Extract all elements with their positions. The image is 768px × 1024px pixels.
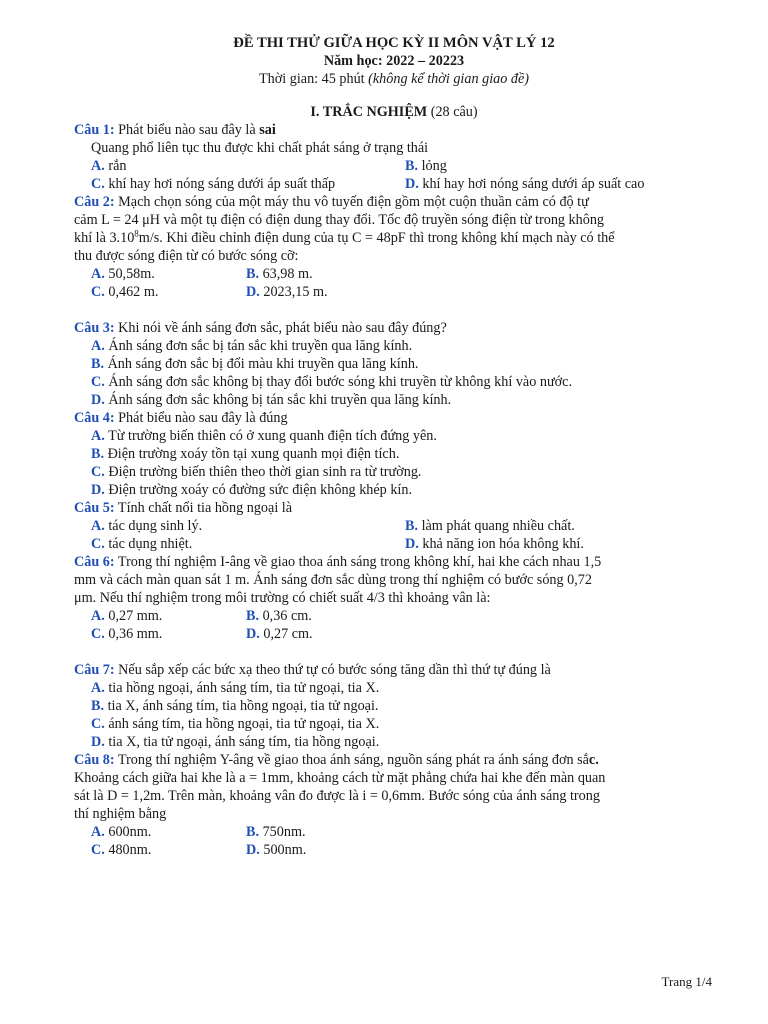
question-8-options-row-1 bbox=[74, 823, 714, 841]
question-5-options-row-2 bbox=[74, 535, 714, 553]
option-c: C. 480nm. bbox=[91, 842, 152, 858]
question-6-options-row-2 bbox=[74, 625, 714, 643]
option-a: A. Từ trường biến thiên có ở xung quanh điện tích đứng yên. bbox=[91, 428, 437, 444]
school-year: Năm học: 2022 – 20223 bbox=[323, 53, 465, 69]
exam-time: Thời gian: 45 phút (không kể thời gian giao đề) bbox=[258, 71, 529, 87]
option-c: C. Điện trường biến thiên theo thời gian sinh ra từ trường. bbox=[91, 464, 422, 480]
question-7 bbox=[74, 661, 714, 751]
question-2-line-4: thu được sóng điện từ có bước sóng cỡ: bbox=[74, 248, 299, 264]
question-1 bbox=[74, 121, 714, 193]
question-3 bbox=[74, 319, 714, 409]
option-b: B. 63,98 m. bbox=[246, 266, 313, 282]
question-6-line-2: mm và cách màn quan sát 1 m. Ánh sáng đơn sắc dùng trong thí nghiệm có bước sóng 0,72 bbox=[74, 572, 592, 588]
option-b: B. 750nm. bbox=[246, 824, 306, 840]
question-5 bbox=[74, 499, 714, 553]
option-a: A. 50,58m. bbox=[91, 266, 155, 282]
option-d: D. 2023,15 m. bbox=[246, 284, 328, 300]
question-8-line-2: Khoảng cách giữa hai khe là a = 1mm, khoảng cách từ mặt phẳng chứa hai khe đến màn quan bbox=[74, 770, 606, 786]
option-b: B. lỏng bbox=[405, 158, 447, 174]
option-c: C. Ánh sáng đơn sắc không bị thay đổi bước sóng khi truyền từ không khí vào nước. bbox=[91, 374, 573, 390]
exam-page bbox=[74, 34, 714, 859]
question-8-line-4: thí nghiệm bằng bbox=[74, 806, 167, 822]
question-6 bbox=[74, 553, 714, 643]
option-a: A. 600nm. bbox=[91, 824, 152, 840]
question-6-stem: Câu 6: Trong thí nghiệm I-âng về giao thoa ánh sáng trong không khí, hai khe cách nhau 1,5 bbox=[74, 554, 602, 570]
option-c: C. ánh sáng tím, tia hồng ngoại, tia tử ngoại, tia X. bbox=[91, 716, 380, 732]
option-d: D. khí hay hơi nóng sáng dưới áp suất cao bbox=[405, 176, 645, 192]
question-2-stem: Câu 2: Mạch chọn sóng của một máy thu vô tuyến điện gồm một cuộn thuần cảm có độ tự bbox=[74, 194, 589, 210]
option-d: D. Ánh sáng đơn sắc không bị tán sắc khi truyền qua lăng kính. bbox=[91, 392, 452, 408]
exam-title: ĐỀ THI THỬ GIỮA HỌC KỲ II MÔN VẬT LÝ 12 bbox=[233, 35, 555, 51]
option-d: D. Điện trường xoáy có đường sức điện không khép kín. bbox=[91, 482, 412, 498]
option-d: D. 500nm. bbox=[246, 842, 307, 858]
question-6-options-row-1 bbox=[74, 607, 714, 625]
spacer bbox=[74, 301, 714, 319]
question-7-stem: Câu 7: Nếu sắp xếp các bức xạ theo thứ tự có bước sóng tăng dần thì thứ tự đúng là bbox=[74, 662, 551, 678]
question-2-options-row-1 bbox=[74, 265, 714, 283]
option-c: C. 0,462 m. bbox=[91, 284, 159, 300]
option-a: A. rắn bbox=[91, 158, 127, 174]
option-a: A. tia hồng ngoại, ánh sáng tím, tia tử ngoại, tia X. bbox=[91, 680, 380, 696]
question-2-options-row-2 bbox=[74, 283, 714, 301]
option-b: B. Ánh sáng đơn sắc bị đổi màu khi truyền qua lăng kính. bbox=[91, 356, 419, 372]
option-b: B. 0,36 cm. bbox=[246, 608, 312, 624]
question-1-options-row-1 bbox=[74, 157, 714, 175]
section-heading: I. TRẮC NGHIỆM (28 câu) bbox=[310, 104, 478, 120]
question-1-stem-2: Quang phổ liên tục thu được khi chất phát sáng ở trạng thái bbox=[91, 140, 429, 156]
option-a: A. Ánh sáng đơn sắc bị tán sắc khi truyền qua lăng kính. bbox=[91, 338, 413, 354]
question-5-options-row-1 bbox=[74, 517, 714, 535]
question-6-line-3: μm. Nếu thí nghiệm trong môi trường có chiết suất 4/3 thì khoảng vân là: bbox=[74, 590, 491, 606]
question-2 bbox=[74, 193, 714, 301]
question-4-stem: Câu 4: Phát biểu nào sau đây là đúng bbox=[74, 410, 288, 426]
option-d: D. tia X, tia tử ngoại, ánh sáng tím, tia hồng ngoại. bbox=[91, 734, 380, 750]
spacer bbox=[74, 643, 714, 661]
question-3-stem: Câu 3: Khi nói về ánh sáng đơn sắc, phát biểu nào sau đây đúng? bbox=[74, 320, 447, 336]
question-5-stem: Câu 5: Tính chất nổi tia hồng ngoại là bbox=[74, 500, 293, 516]
option-c: C. khí hay hơi nóng sáng dưới áp suất thấp bbox=[91, 176, 336, 192]
option-b: B. Điện trường xoáy tồn tại xung quanh mọi điện tích. bbox=[91, 446, 400, 462]
question-1-options-row-2 bbox=[74, 175, 714, 193]
page-number: Trang 1/4 bbox=[661, 974, 712, 989]
option-c: C. 0,36 mm. bbox=[91, 626, 163, 642]
option-b: B. tia X, ánh sáng tím, tia hồng ngoại, tia tử ngoại. bbox=[91, 698, 379, 714]
question-8-stem: Câu 8: Trong thí nghiệm Y-âng về giao thoa ánh sáng, nguồn sáng phát ra ánh sáng đơn sắc. bbox=[74, 752, 599, 768]
option-a: A. 0,27 mm. bbox=[91, 608, 163, 624]
option-d: D. 0,27 cm. bbox=[246, 626, 313, 642]
question-4 bbox=[74, 409, 714, 499]
question-8-options-row-2 bbox=[74, 841, 714, 859]
option-d: D. khả năng ion hóa không khí. bbox=[405, 536, 584, 552]
option-a: A. tác dụng sinh lý. bbox=[91, 518, 203, 534]
question-2-line-2: cảm L = 24 μH và một tụ điện có điện dung thay đổi. Tốc độ truyền sóng điện từ trong không bbox=[74, 212, 605, 228]
question-8 bbox=[74, 751, 714, 859]
question-8-line-3: sát là D = 1,2m. Trên màn, khoảng vân đo được là i = 0,6mm. Bước sóng của ánh sáng trong bbox=[74, 788, 600, 804]
option-b: B. làm phát quang nhiều chất. bbox=[405, 518, 575, 534]
question-2-line-3: khí là 3.10$^8$m/s. Khi điều chỉnh điện dung của tụ C = 48pF thì trong không khí mạch này có thể bbox=[74, 228, 615, 246]
option-c: C. tác dụng nhiệt. bbox=[91, 536, 193, 552]
question-1-stem: Câu 1: Phát biểu nào sau đây là sai bbox=[74, 122, 276, 138]
